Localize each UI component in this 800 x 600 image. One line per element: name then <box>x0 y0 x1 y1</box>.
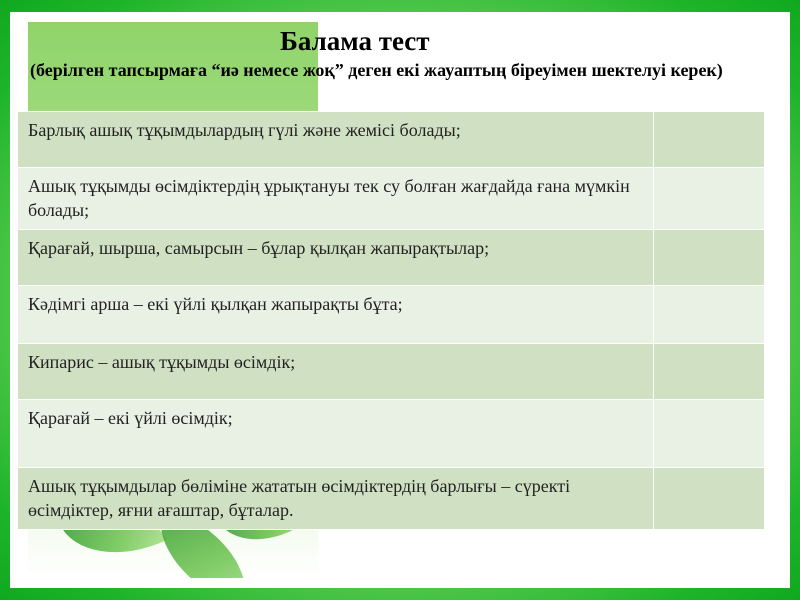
statement-cell: Барлық ашық тұқымдылардың гүлі және жемісі болады; <box>18 112 654 168</box>
answer-cell[interactable] <box>654 468 765 530</box>
page-title: Балама тест <box>280 26 430 56</box>
statement-cell: Кәдімгі арша – екі үйлі қылқан жапырақты бұта; <box>18 286 654 344</box>
statement-cell: Қарағай – екі үйлі өсімдік; <box>18 400 654 468</box>
statement-cell: Ашық тұқымды өсімдіктердің ұрықтануы тек су болған жағдайда ғана мүмкін болады; <box>18 168 654 230</box>
table-row <box>18 400 765 468</box>
answer-cell[interactable] <box>654 286 765 344</box>
table-row <box>18 344 765 400</box>
table-row <box>18 112 765 168</box>
table-row <box>18 286 765 344</box>
answer-cell[interactable] <box>654 344 765 400</box>
statement-cell: Ашық тұқымдылар бөліміне жататын өсімдіктердің барлығы – сүректі өсімдіктер, яғни ағаштар, бұталар. <box>18 468 654 530</box>
page-subtitle: (берілген тапсырмаға “иә немесе жоқ” деген екі жауаптың біреуімен шектелуі керек) <box>30 60 723 80</box>
answer-cell[interactable] <box>654 168 765 230</box>
table-row <box>18 468 765 530</box>
answer-cell[interactable] <box>654 400 765 468</box>
table-row <box>18 230 765 286</box>
answer-cell[interactable] <box>654 112 765 168</box>
test-table <box>17 111 765 530</box>
statement-cell: Кипарис – ашық тұқымды өсімдік; <box>18 344 654 400</box>
table-row <box>18 168 765 230</box>
statement-cell: Қарағай, шырша, самырсын – бұлар қылқан жапырақтылар; <box>18 230 654 286</box>
answer-cell[interactable] <box>654 230 765 286</box>
